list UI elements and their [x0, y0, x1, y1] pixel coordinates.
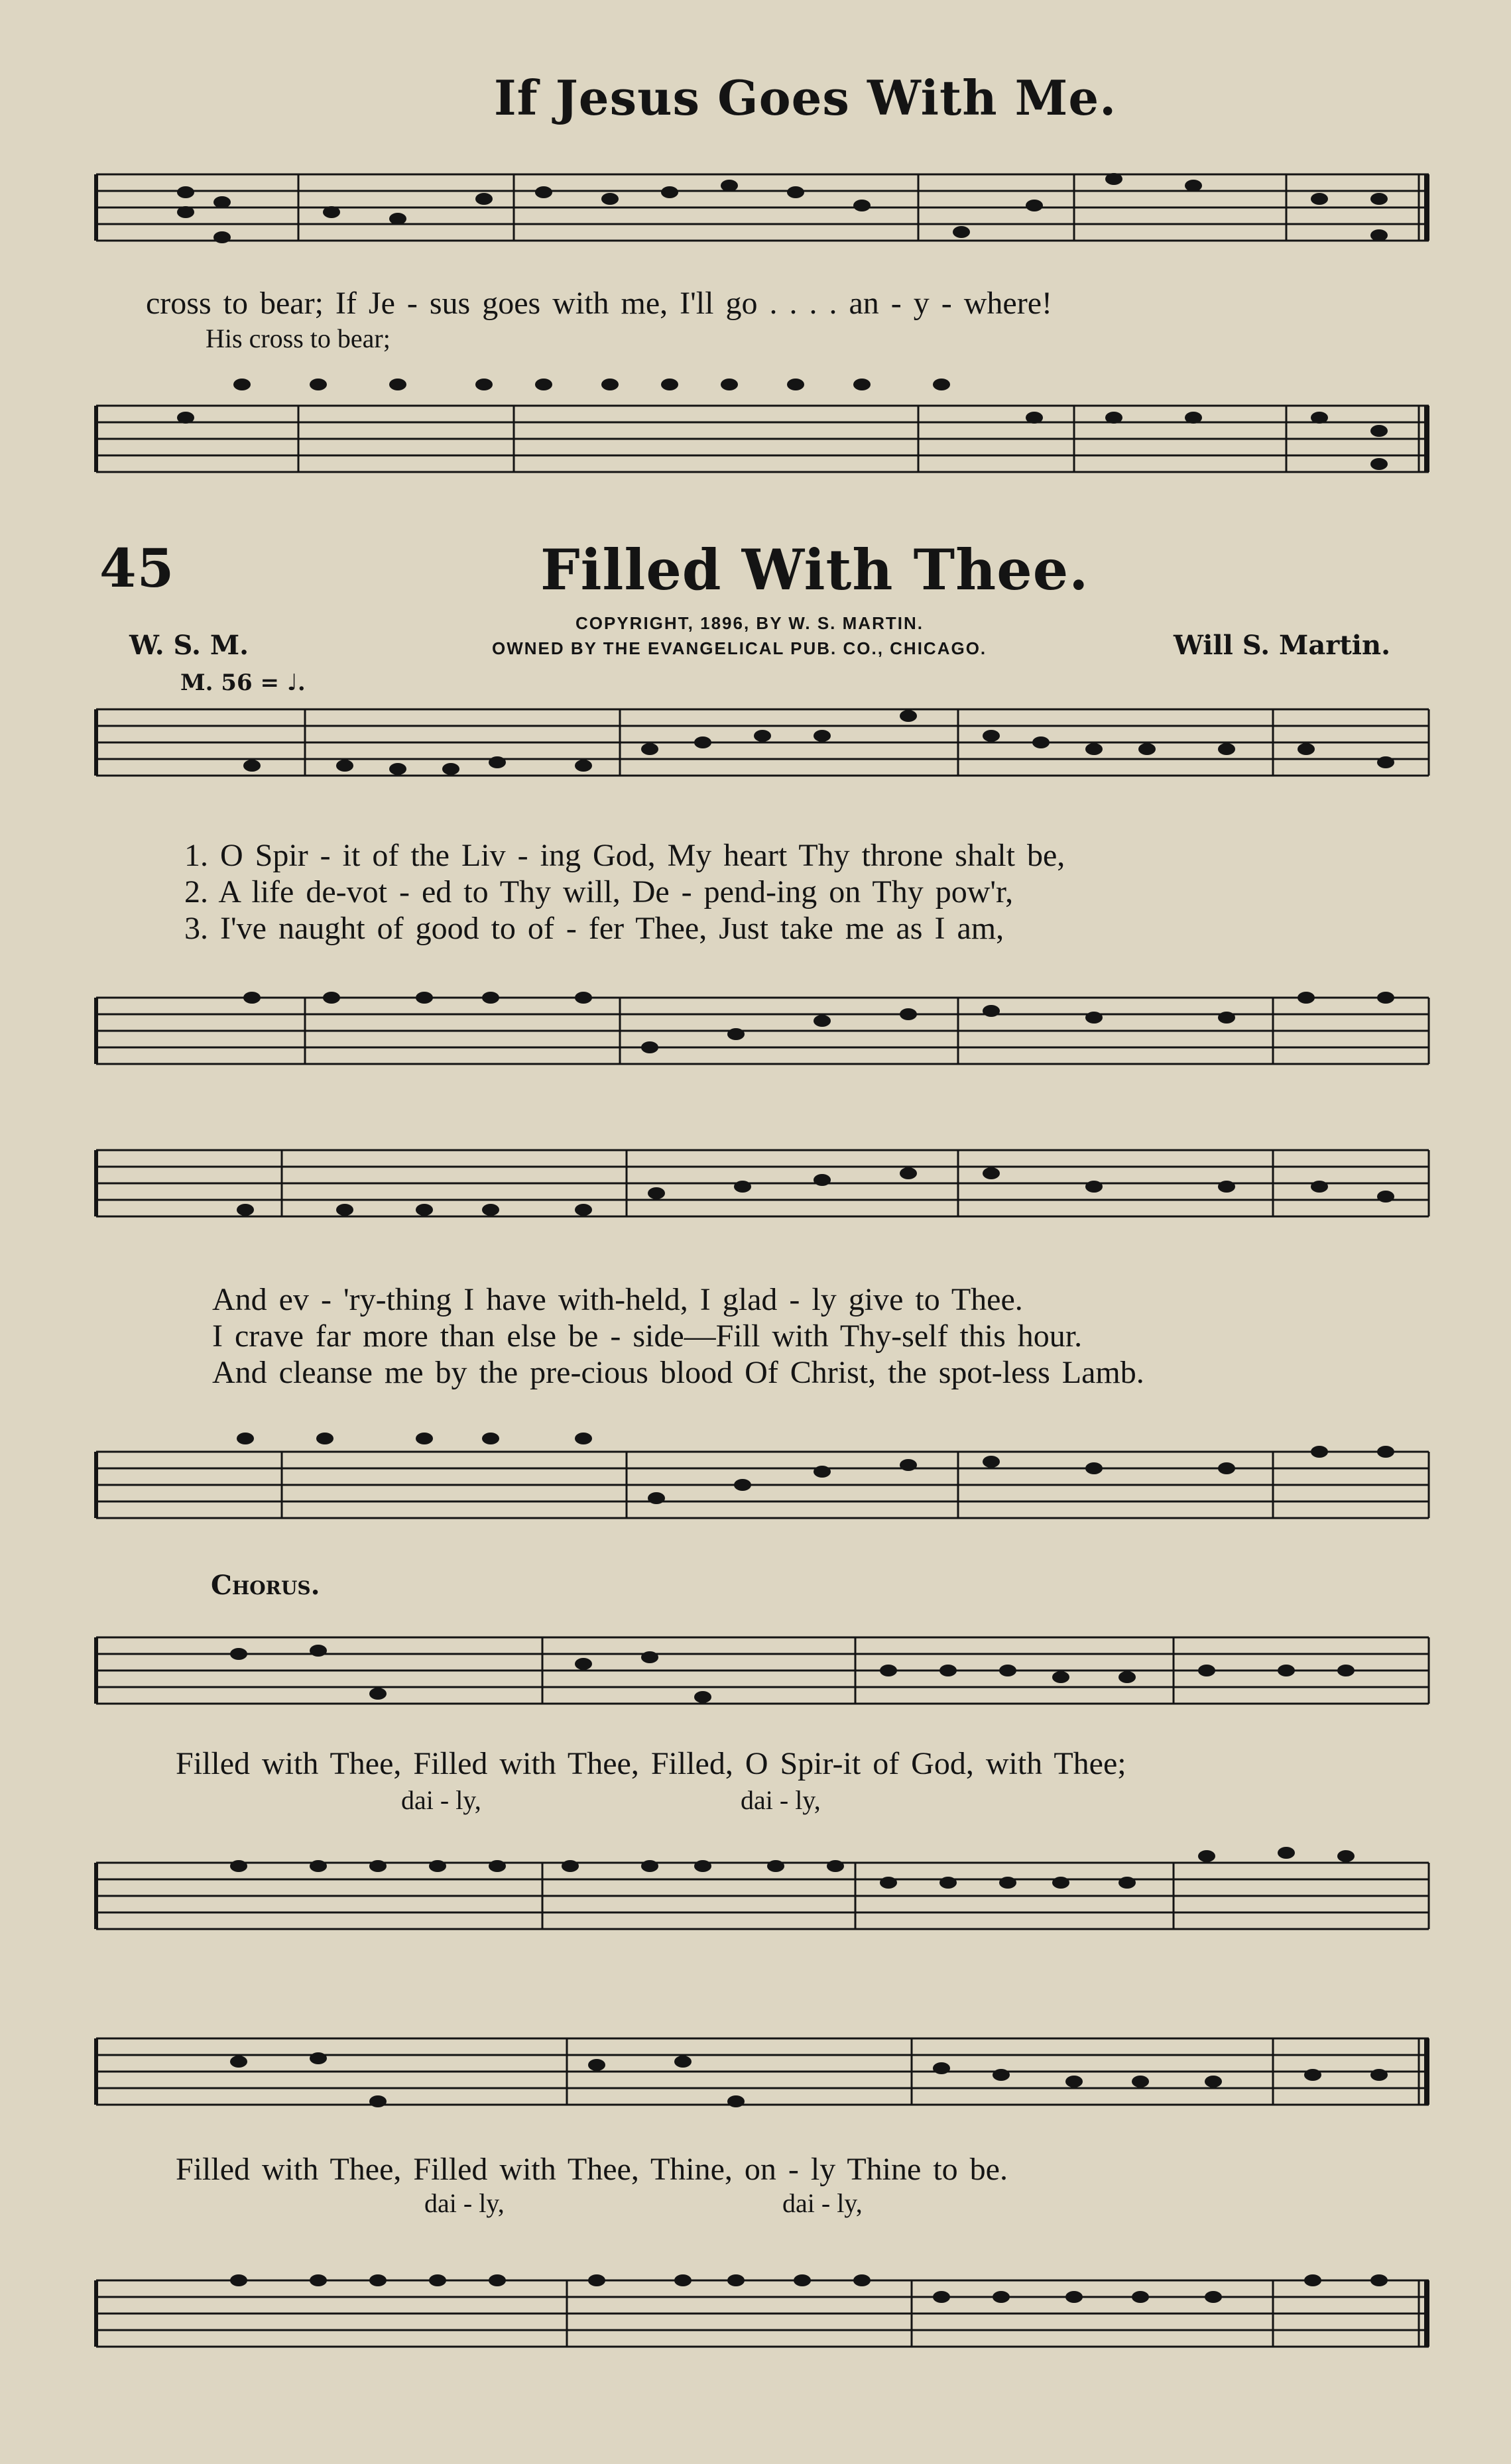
- tempo-text: M. 56 =: [180, 670, 279, 696]
- composer-credit: Will S. Martin.: [1174, 630, 1390, 661]
- chorus-sub-2b: dai - ly,: [782, 2188, 863, 2218]
- top-hymn-lyric-line: cross to bear; If Je - sus goes with me, I'll go . . . . an - y - where!: [146, 286, 1052, 321]
- hymn-number: 45: [99, 537, 175, 599]
- chorus-sub-1b: dai - ly,: [741, 1785, 821, 1815]
- top-hymn-title: If Jesus Goes With Me.: [494, 70, 1117, 126]
- top-hymn-sub-line: His cross to bear;: [206, 323, 391, 353]
- verse-line-4: And ev - 'ry-thing I have with-held, I glad - ly give to Thee.: [212, 1282, 1023, 1317]
- chorus-label: Chorus.: [211, 1570, 320, 1601]
- author-credit: W. S. M.: [129, 630, 249, 661]
- verse-line-5: I crave far more than else be - side—Fill with Thy-self this hour.: [212, 1319, 1083, 1354]
- dotted-quarter-note-icon: ♩.: [286, 670, 306, 696]
- copyright-line: COPYRIGHT, 1896, BY W. S. MARTIN.: [575, 613, 924, 633]
- publisher-line: OWNED BY THE EVANGELICAL PUB. CO., CHICAGO.: [492, 638, 987, 658]
- verse-line-1: 1. O Spir - it of the Liv - ing God, My heart Thy throne shalt be,: [184, 838, 1065, 873]
- chorus-line-1: Filled with Thee, Filled with Thee, Filled, O Spir-it of God, with Thee;: [176, 1746, 1126, 1781]
- verse-line-3: 3. I've naught of good to of - fer Thee, Just take me as I am,: [184, 911, 1004, 946]
- verse-line-2: 2. A life de-vot - ed to Thy will, De - pend-ing on Thy pow'r,: [184, 874, 1014, 909]
- hymn-title: Filled With Thee.: [540, 537, 1089, 603]
- chorus-sub-1a: dai - ly,: [401, 1785, 481, 1815]
- chorus-sub-2a: dai - ly,: [424, 2188, 505, 2218]
- verse-line-6: And cleanse me by the pre-cious blood Of Christ, the spot-less Lamb.: [212, 1355, 1144, 1390]
- chorus-line-2: Filled with Thee, Filled with Thee, Thine, on - ly Thine to be.: [176, 2152, 1008, 2187]
